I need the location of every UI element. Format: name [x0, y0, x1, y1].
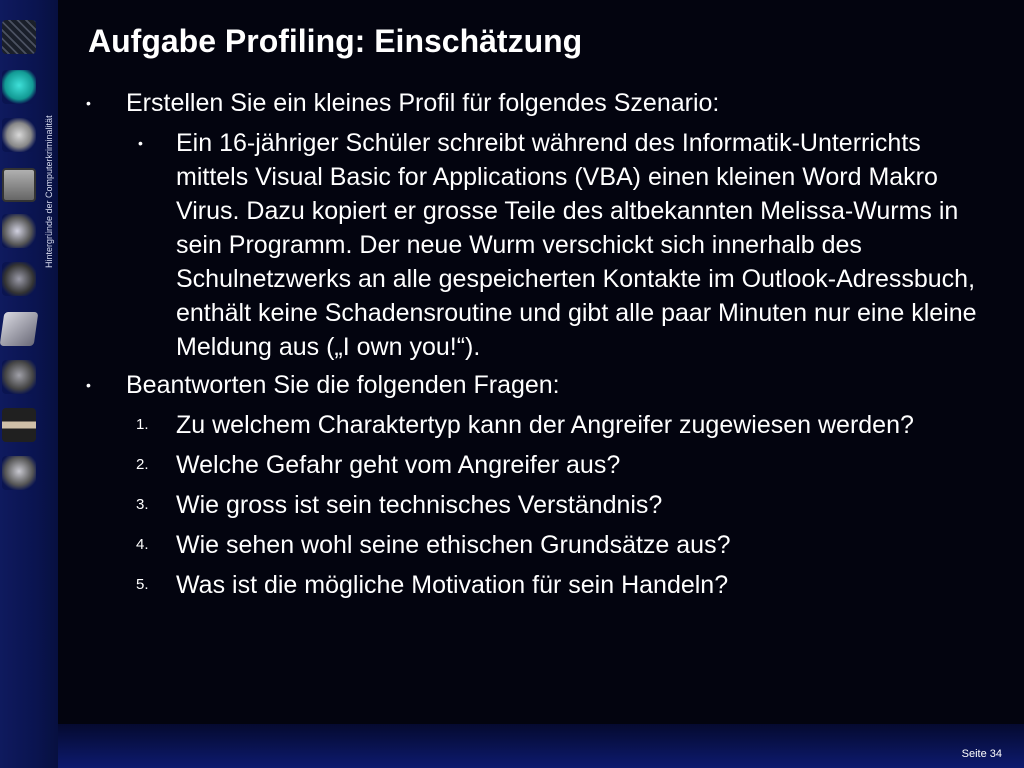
slide-content	[86, 84, 1006, 602]
monster-icon	[2, 262, 36, 296]
question-number: 2.	[136, 456, 149, 473]
bird-icon	[2, 214, 36, 248]
question-number: 3.	[136, 496, 149, 513]
page-number: Seite 34	[961, 748, 1002, 760]
question-number: 5.	[136, 576, 149, 593]
question-text: Wie gross ist sein technisches Verständnis?	[176, 491, 663, 519]
sub-bullet-scenario	[86, 126, 996, 364]
question-item	[86, 488, 996, 522]
question-number: 1.	[136, 416, 149, 433]
dwarf-icon	[2, 456, 36, 490]
question-item	[86, 408, 996, 442]
alien-face-icon	[2, 70, 36, 104]
bullet-text: Erstellen Sie ein kleines Profil für folgendes Szenario:	[126, 89, 720, 117]
question-text: Welche Gefahr geht vom Angreifer aus?	[176, 451, 621, 479]
question-text: Was ist die mögliche Motivation für sein Handeln?	[176, 571, 729, 599]
footer-bar	[58, 724, 1024, 768]
question-item	[86, 528, 996, 562]
question-item	[86, 568, 996, 602]
question-text: Zu welchem Charaktertyp kann der Angreifer zugewiesen werden?	[176, 411, 914, 439]
question-number: 4.	[136, 536, 149, 553]
question-text: Wie sehen wohl seine ethischen Grundsätze aus?	[176, 531, 731, 559]
maze-icon	[2, 20, 36, 54]
figure-icon	[2, 360, 36, 394]
bullet-text: Beantworten Sie die folgenden Fragen:	[126, 371, 560, 399]
sidebar-vertical-label: Hintergründe der Computerkriminalität	[44, 115, 54, 268]
question-item	[86, 448, 996, 482]
sub-bullet-text: Ein 16-jähriger Schüler schreibt während des Informatik-Unterrichts mittels Visual Basic for Applications (VBA) einen kleinen Word Makro Virus. Dazu kopiert er grosse Teile des altbekannten Melissa-Wurms in sein Programm. Der neue Wurm verschickt sich innerhalb des Schulnetzwerks an alle gespeicherten Kontakte im Outlook-Adressbuch, enthält keine Schadensroutine und gibt alle paar Minuten nur eine kleine Meldung aus („I own you!“).	[176, 129, 977, 361]
sub-bullet-dot: •	[138, 135, 143, 151]
computer-icon	[2, 168, 36, 202]
cube-icon	[0, 312, 38, 346]
slide-title: Aufgabe Profiling: Einschätzung	[88, 23, 583, 59]
bullet-dot: •	[86, 377, 91, 393]
bullet-dot: •	[86, 95, 91, 111]
bullet-questions	[86, 368, 1006, 402]
masked-face-icon	[2, 408, 36, 442]
bullet-scenario	[86, 86, 1006, 120]
sidebar	[0, 0, 58, 768]
hand-icon	[2, 118, 36, 152]
